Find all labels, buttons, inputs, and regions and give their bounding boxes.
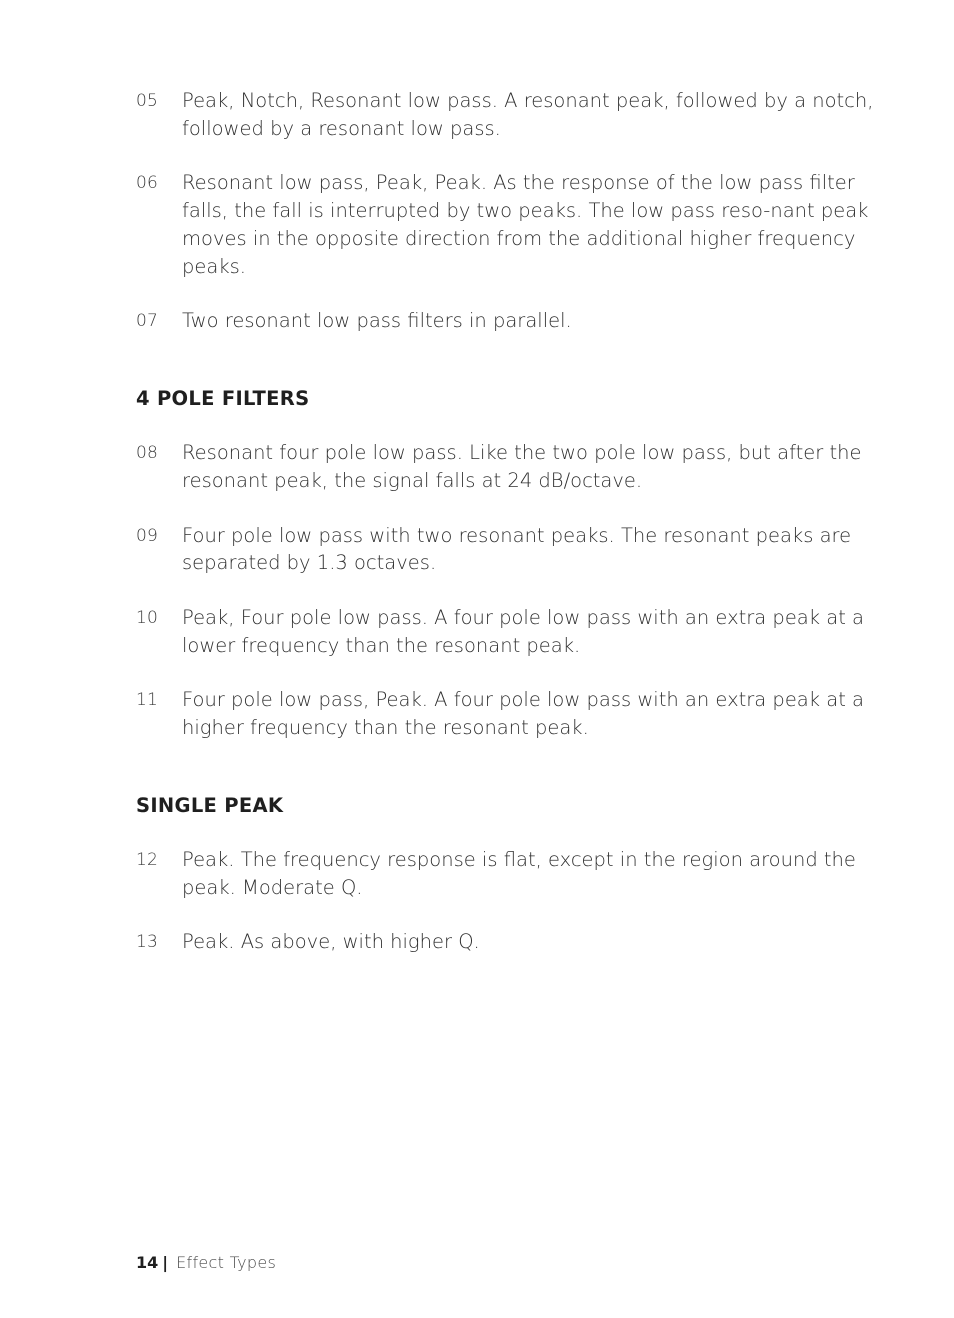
list-item [136,522,876,577]
item-number: 11 [136,690,159,711]
item-text: Peak. As above, with higher Q. [182,930,480,954]
item-number: 10 [136,608,159,629]
list-item [136,686,876,741]
list-item [136,928,876,956]
item-text: Resonant four pole low pass. Like the two pole low pass, but after the resonant peak, the signal falls at 24 dB/octave. [182,441,862,492]
item-number: 08 [136,443,159,464]
list-item [136,604,876,659]
section-heading-single-peak: SINGLE PEAK [136,793,284,817]
document-body [136,87,876,983]
page-number: 14 [136,1253,159,1272]
page-footer [136,1252,276,1274]
list-item [136,846,876,901]
item-text: Two resonant low pass filters in parallel. [182,309,572,333]
section-heading-4-pole-filters: 4 POLE FILTERS [136,387,310,411]
item-text: Four pole low pass, Peak. A four pole low pass with an extra peak at a higher frequency than the resonant peak. [182,688,864,740]
list-item [136,169,876,280]
item-text: Peak, Notch, Resonant low pass. A resonant peak, followed by a notch, followed by a resonant low pass. [182,89,874,140]
item-text: Peak, Four pole low pass. A four pole low pass with an extra peak at a lower frequency than the resonant peak. [182,606,864,657]
item-number: 12 [136,849,159,870]
footer-section-title: Effect Types [176,1253,277,1272]
footer-separator: | [162,1253,169,1272]
item-number: 06 [136,173,159,194]
item-text: Four pole low pass with two resonant peaks. The resonant peaks are separated by 1.3 octaves. [182,523,852,575]
item-number: 07 [136,311,159,332]
item-number: 05 [136,91,159,111]
list-item [136,307,876,335]
item-text: Peak. The frequency response is flat, except in the region around the peak. Moderate Q. [182,847,856,899]
list-item [136,87,876,142]
item-number: 09 [136,525,159,546]
list-item [136,439,876,494]
item-text: Resonant low pass, Peak, Peak. As the response of the low pass filter falls, the fall is interrupted by two peaks. The low pass reso-nant peak moves in the opposite direction from the additional higher frequency peaks. [182,171,869,278]
item-number: 13 [136,932,159,953]
